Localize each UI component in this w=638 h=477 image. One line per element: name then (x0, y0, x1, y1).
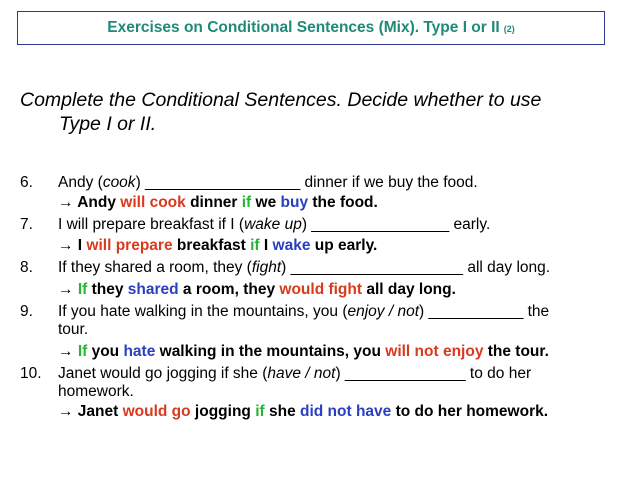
item-number: 6. (20, 174, 33, 191)
instruction-line-1: Complete the Conditional Sentences. Decide whether to use (20, 89, 542, 111)
item-question: If you hate walking in the mountains, you (enjoy / not) ___________ the (58, 303, 550, 320)
item-question: Andy (cook) __________________ dinner if we buy the food. (58, 174, 478, 191)
answer-6: → Andy will cook dinner if we buy the food. (58, 194, 378, 211)
item-number: 9. (20, 303, 33, 320)
answer-7: → I will prepare breakfast if I wake up early. (58, 237, 378, 254)
answer-9: → If you hate walking in the mountains, you will not enjoy the tour. (58, 343, 549, 360)
instruction-line-2: Type I or II. (59, 113, 157, 135)
instruction (20, 88, 620, 136)
title-box (17, 11, 605, 45)
item-question: Janet would go jogging if she (have / not) ______________ to do her (58, 365, 532, 382)
item-number: 8. (20, 259, 33, 276)
item-question: If they shared a room, they (fight) ____________________ all day long. (58, 259, 551, 276)
item-question: I will prepare breakfast if I (wake up) ________________ early. (58, 216, 491, 233)
answer-8: → If they shared a room, they would fight all day long. (58, 281, 456, 298)
answer-10: → Janet would go jogging if she did not have to do her homework. (58, 403, 549, 420)
title-number: (2) (503, 24, 515, 34)
page-title: Exercises on Conditional Sentences (Mix). Type I or II (107, 19, 500, 36)
item-number: 10. (20, 365, 42, 382)
item-number: 7. (20, 216, 33, 233)
